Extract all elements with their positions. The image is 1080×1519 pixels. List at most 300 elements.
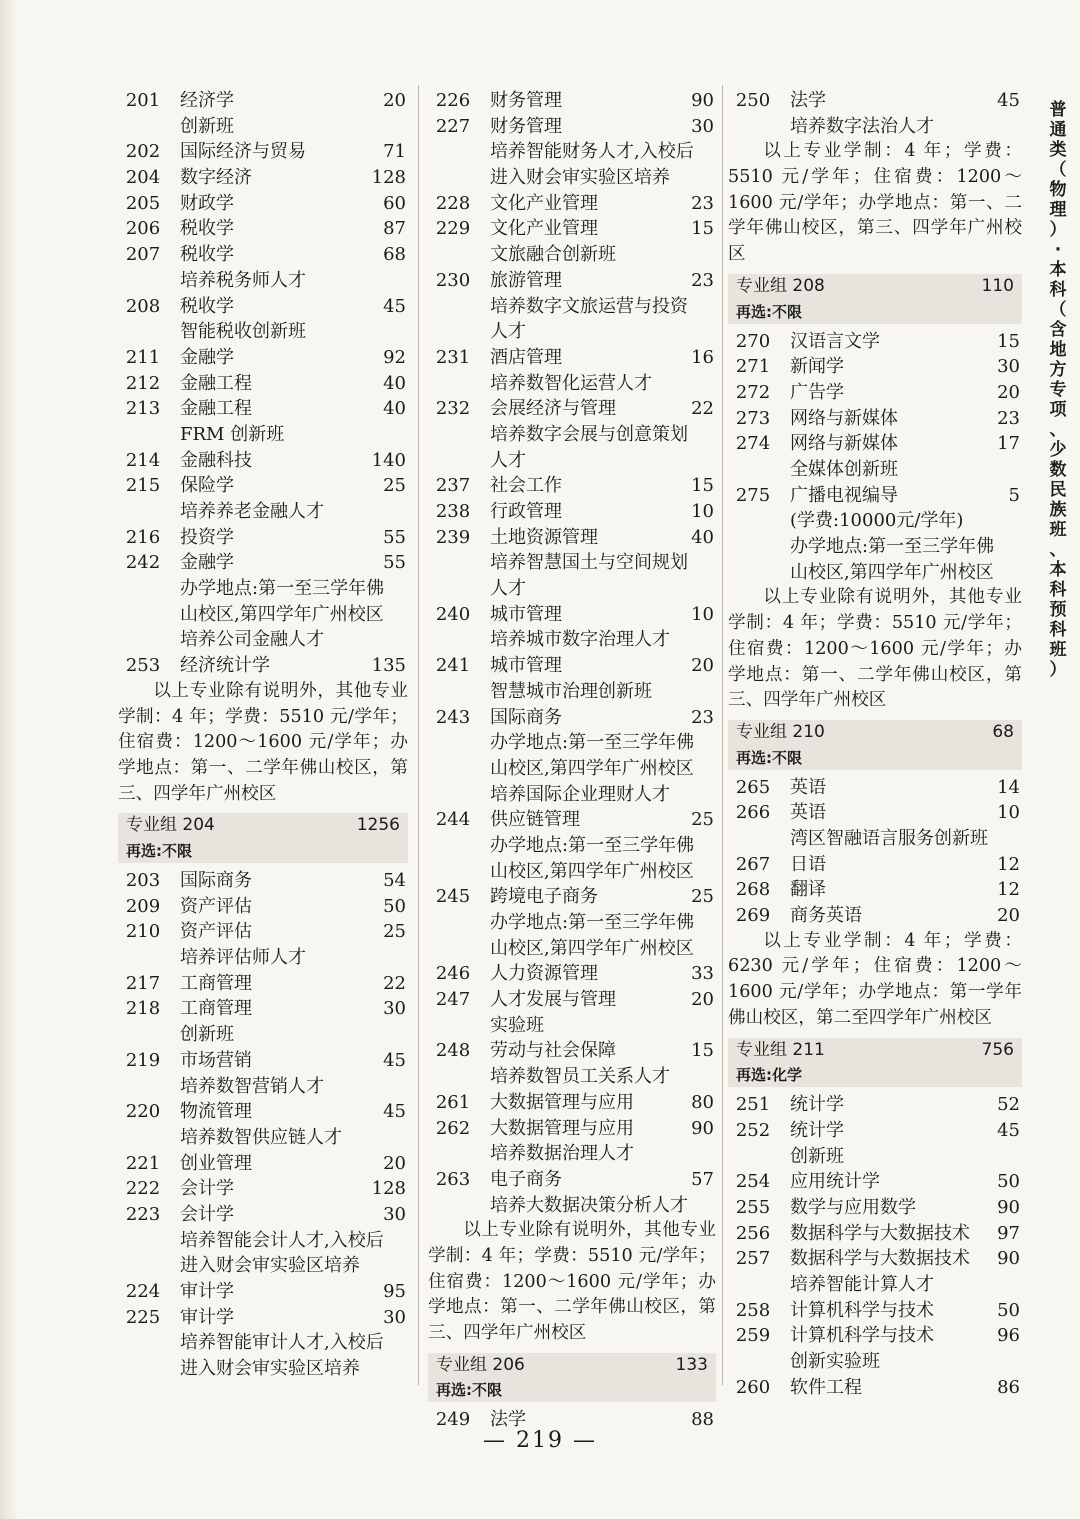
side-title-glyph: ·	[1054, 240, 1062, 260]
column-1	[118, 88, 408, 1382]
major-code: 250	[735, 90, 771, 111]
major-name: 税收学	[180, 295, 234, 317]
major-name: 财务管理	[490, 90, 562, 111]
major-quota: 15	[997, 330, 1020, 352]
major-name: 酒店管理	[490, 346, 562, 368]
group-title-line	[736, 720, 1014, 746]
major-row	[728, 852, 1022, 878]
major-row	[728, 88, 1022, 114]
major-note: 培养数智营销人才	[180, 1075, 324, 1097]
side-title-glyph: 、	[1049, 420, 1067, 440]
group-title-line	[736, 1038, 1014, 1064]
side-title-glyph: 预	[1049, 600, 1067, 620]
major-name: 文化产业管理	[490, 192, 598, 214]
side-title-glyph: 本	[1049, 560, 1067, 580]
major-code: 201	[125, 90, 161, 111]
major-name: 金融工程	[180, 398, 252, 420]
major-quota: 40	[691, 526, 714, 548]
major-quota: 25	[383, 475, 406, 497]
major-name: 数字经济	[180, 167, 252, 189]
major-name: 统计学	[790, 1094, 844, 1116]
major-quota: 50	[997, 1299, 1020, 1321]
major-code: 205	[125, 192, 161, 214]
major-code: 224	[125, 1281, 161, 1303]
major-quota: 30	[383, 998, 406, 1020]
side-title-glyph: 专	[1049, 380, 1067, 400]
side-title-glyph: 本	[1049, 260, 1067, 280]
major-note: FRM 创新班	[180, 423, 285, 445]
major-row	[118, 1151, 408, 1177]
major-code: 216	[125, 526, 161, 548]
major-quota: 15	[691, 1040, 714, 1062]
major-quota: 45	[997, 90, 1020, 111]
major-row	[428, 653, 716, 679]
major-row	[428, 191, 716, 217]
major-name: 法学	[790, 90, 826, 111]
major-quota: 71	[383, 141, 406, 163]
major-note: 培养税务师人才	[180, 269, 306, 291]
major-code: 202	[125, 141, 161, 163]
major-code: 208	[125, 295, 161, 317]
major-note: 培养数据治理人才	[490, 1143, 634, 1165]
major-row	[428, 525, 716, 551]
group-quota: 110	[981, 275, 1014, 296]
major-code: 227	[435, 115, 471, 137]
major-quota: 90	[997, 1197, 1020, 1219]
major-code: 270	[735, 330, 771, 352]
side-running-title	[1040, 100, 1076, 680]
major-note: 培养大数据决策分析人才	[490, 1194, 688, 1216]
group-quota: 1256	[356, 815, 400, 836]
major-row	[118, 1048, 408, 1074]
major-name: 计算机科学与技术	[790, 1299, 934, 1321]
side-title-glyph: 物	[1049, 180, 1067, 200]
major-row	[118, 1202, 408, 1228]
major-code: 217	[125, 972, 161, 994]
major-quota: 45	[383, 1049, 406, 1071]
major-name: 行政管理	[490, 501, 562, 522]
major-name: 网络与新媒体	[790, 407, 898, 429]
major-row	[428, 884, 716, 910]
major-note: 创新班	[180, 1024, 234, 1046]
major-row	[428, 961, 716, 987]
major-code: 215	[125, 475, 161, 497]
major-name: 工商管理	[180, 972, 252, 994]
side-title-glyph: 、	[1049, 540, 1067, 560]
side-title-glyph: 班	[1049, 640, 1067, 660]
major-name: 经济学	[180, 90, 234, 111]
major-quota: 15	[691, 475, 714, 497]
major-name: 劳动与社会保障	[490, 1040, 616, 1062]
major-quota: 40	[383, 372, 406, 394]
major-name: 法学	[490, 1409, 526, 1431]
major-code: 265	[735, 776, 771, 798]
major-name: 会计学	[180, 1178, 234, 1200]
major-row	[728, 431, 1022, 457]
major-quota: 92	[383, 346, 406, 368]
tuition-note: 以上专业学制：4 年；学费：6230 元/学年；住宿费：1200～1600 元/学年；办学地点：第一学年佛山校区，第二至四学年广州校区	[728, 930, 1022, 1028]
major-note: 培养智慧国土与空间规划	[490, 552, 688, 574]
major-quota: 33	[691, 963, 714, 985]
major-quota: 20	[691, 655, 714, 677]
major-name: 投资学	[180, 526, 234, 548]
major-code: 204	[125, 167, 161, 189]
major-note: 培养数字文旅运营与投资	[490, 295, 688, 317]
major-name: 数据科学与大数据技术	[790, 1248, 970, 1270]
group-quota: 68	[992, 721, 1014, 742]
major-row	[728, 1246, 1022, 1272]
major-row	[728, 483, 1022, 509]
major-note: 人才	[490, 321, 526, 343]
side-title-glyph: 通	[1049, 120, 1067, 140]
column-2	[428, 88, 716, 1433]
major-note: 创新实验班	[790, 1351, 880, 1373]
major-code: 229	[435, 218, 471, 240]
major-code: 245	[435, 886, 471, 908]
group-label: 专业组 211	[736, 1039, 825, 1060]
major-row	[118, 1279, 408, 1305]
major-name: 金融学	[180, 552, 234, 574]
side-title-glyph: 班	[1049, 520, 1067, 540]
major-quota: 45	[997, 1119, 1020, 1141]
major-name: 土地资源管理	[490, 526, 598, 548]
major-quota: 30	[691, 115, 714, 137]
major-quota: 20	[997, 381, 1020, 403]
major-code: 255	[735, 1197, 771, 1219]
major-group-header	[428, 1353, 716, 1403]
major-quota: 20	[383, 90, 406, 111]
major-quota: 30	[383, 1306, 406, 1328]
major-name: 国际经济与贸易	[180, 141, 306, 163]
major-note: 培养国际企业理财人才	[490, 783, 670, 805]
major-quota: 90	[691, 1117, 714, 1139]
major-quota: 12	[997, 879, 1020, 901]
major-code: 268	[735, 879, 771, 901]
major-code: 274	[735, 433, 771, 455]
major-note: 文旅融合创新班	[490, 244, 616, 266]
major-quota: 128	[371, 167, 406, 189]
major-quota: 50	[383, 895, 406, 917]
major-note: 培养城市数字治理人才	[490, 629, 670, 651]
major-code: 258	[735, 1299, 771, 1321]
major-quota: 30	[383, 1203, 406, 1225]
major-name: 文化产业管理	[490, 218, 598, 240]
major-name: 物流管理	[180, 1101, 252, 1123]
major-quota: 95	[383, 1281, 406, 1303]
major-row	[118, 216, 408, 242]
major-code: 241	[435, 655, 471, 677]
major-name: 软件工程	[790, 1376, 862, 1398]
major-code: 248	[435, 1040, 471, 1062]
major-name: 广告学	[790, 381, 844, 403]
major-code: 209	[125, 895, 161, 917]
major-name: 日语	[790, 853, 826, 875]
major-code: 263	[435, 1168, 471, 1190]
major-quota: 20	[691, 989, 714, 1011]
major-group-header	[728, 720, 1022, 770]
major-note: 智慧城市治理创新班	[490, 680, 652, 702]
group-label: 专业组 210	[736, 721, 825, 742]
tuition-note: 以上专业学制：4 年；学费：5510 元/学年；住宿费：1200～1600 元/学年；办学地点：第一、二学年佛山校区，第三、四学年广州校区	[728, 141, 1022, 265]
major-row	[428, 1038, 716, 1064]
major-quota: 68	[383, 244, 406, 266]
major-note: 培养智能审计人才,入校后	[180, 1332, 384, 1354]
group-quota: 756	[981, 1039, 1014, 1060]
major-row	[728, 903, 1022, 929]
major-note: 全媒体创新班	[790, 459, 898, 481]
major-name: 资产评估	[180, 895, 252, 917]
major-code: 256	[735, 1222, 771, 1244]
major-quota: 23	[691, 269, 714, 291]
major-row	[728, 1092, 1022, 1118]
group-title-line	[436, 1353, 708, 1379]
major-code: 244	[435, 809, 471, 831]
side-title-glyph: 普	[1049, 100, 1067, 120]
major-quota: 128	[371, 1178, 406, 1200]
major-quota: 23	[691, 192, 714, 214]
major-row	[428, 268, 716, 294]
major-code: 267	[735, 853, 771, 875]
major-note: 办学地点:第一至三学年佛	[490, 834, 695, 856]
major-note: 培养智能财务人才,入校后	[490, 141, 694, 163]
major-code: 210	[125, 921, 161, 943]
major-name: 应用统计学	[790, 1171, 880, 1193]
major-row	[118, 1176, 408, 1202]
major-quota: 96	[997, 1325, 1020, 1347]
side-title-glyph: 数	[1049, 460, 1067, 480]
major-name: 新闻学	[790, 356, 844, 378]
side-title-glyph: 理	[1049, 200, 1067, 220]
group-subject-requirement: 再选:不限	[736, 302, 802, 321]
major-code: 249	[435, 1409, 471, 1431]
major-code: 203	[125, 870, 161, 892]
major-code: 231	[435, 346, 471, 368]
major-code: 273	[735, 407, 771, 429]
major-quota: 20	[997, 905, 1020, 927]
major-name: 金融科技	[180, 449, 252, 471]
major-quota: 10	[691, 501, 714, 522]
major-row	[118, 919, 408, 945]
major-row	[118, 165, 408, 191]
major-code: 243	[435, 706, 471, 728]
side-title-glyph: 类	[1049, 140, 1067, 160]
major-quota: 135	[371, 655, 406, 677]
side-title-glyph: （	[1049, 160, 1067, 180]
side-title-glyph: 科	[1049, 620, 1067, 640]
major-name: 商务英语	[790, 905, 862, 927]
major-code: 214	[125, 449, 161, 471]
major-code: 253	[125, 655, 161, 677]
major-row	[428, 499, 716, 525]
major-name: 城市管理	[490, 603, 562, 625]
major-quota: 23	[691, 706, 714, 728]
major-group-header	[118, 813, 408, 863]
major-row	[118, 345, 408, 371]
side-title-glyph: 项	[1049, 400, 1067, 420]
major-quota: 12	[997, 853, 1020, 875]
major-name: 城市管理	[490, 655, 562, 677]
major-note: 山校区,第四学年广州校区	[490, 937, 694, 959]
major-name: 资产评估	[180, 921, 252, 943]
major-code: 259	[735, 1325, 771, 1347]
major-row	[118, 971, 408, 997]
major-code: 206	[125, 218, 161, 240]
group-title-line	[126, 813, 400, 839]
major-code: 219	[125, 1049, 161, 1071]
major-code: 232	[435, 398, 471, 420]
major-name: 保险学	[180, 475, 234, 497]
major-note: 培养评估师人才	[180, 947, 306, 969]
major-quota: 5	[1008, 484, 1020, 506]
major-note: 创新班	[790, 1145, 844, 1167]
major-code: 212	[125, 372, 161, 394]
major-quota: 50	[997, 1171, 1020, 1193]
major-quota: 97	[997, 1222, 1020, 1244]
major-note: 办学地点:第一至三学年佛	[180, 578, 385, 600]
major-note: 培养数智员工关系人才	[490, 1066, 670, 1088]
major-quota: 23	[997, 407, 1020, 429]
major-quota: 22	[383, 972, 406, 994]
major-row	[728, 406, 1022, 432]
major-row	[428, 1167, 716, 1193]
side-title-glyph: 科	[1049, 280, 1067, 300]
major-row	[118, 525, 408, 551]
major-quota: 140	[371, 449, 406, 471]
major-code: 223	[125, 1203, 161, 1225]
major-name: 英语	[790, 802, 826, 824]
major-note: 山校区,第四学年广州校区	[490, 860, 694, 882]
side-title-glyph: 科	[1049, 580, 1067, 600]
major-name: 旅游管理	[490, 269, 562, 291]
side-title-glyph: 地	[1049, 340, 1067, 360]
major-row	[118, 242, 408, 268]
group-subject-requirement: 再选:不限	[126, 842, 192, 861]
major-code: 272	[735, 381, 771, 403]
page-number: — 219 —	[483, 1428, 597, 1453]
major-code: 246	[435, 963, 471, 985]
major-note: 创新班	[180, 115, 234, 137]
major-code: 239	[435, 526, 471, 548]
major-code: 260	[735, 1376, 771, 1398]
group-label: 专业组 204	[126, 815, 215, 836]
major-name: 计算机科学与技术	[790, 1325, 934, 1347]
major-row	[428, 807, 716, 833]
group-subject-requirement: 再选:不限	[736, 748, 802, 767]
major-code: 275	[735, 484, 771, 506]
major-code: 211	[125, 346, 161, 368]
page-shadow	[0, 0, 18, 1519]
major-quota: 22	[691, 398, 714, 420]
major-code: 242	[125, 552, 161, 574]
major-row	[118, 448, 408, 474]
side-title-glyph: 民	[1049, 480, 1067, 500]
major-quota: 90	[691, 90, 714, 111]
major-row	[118, 1305, 408, 1331]
major-name: 国际商务	[490, 706, 562, 728]
major-name: 人才发展与管理	[490, 989, 616, 1011]
major-quota: 52	[997, 1094, 1020, 1116]
major-row	[118, 550, 408, 576]
major-name: 金融学	[180, 346, 234, 368]
major-quota: 45	[383, 295, 406, 317]
major-row	[728, 1298, 1022, 1324]
major-note: 培养养老金融人才	[180, 501, 324, 522]
major-note: 山校区,第四学年广州校区	[490, 757, 694, 779]
major-name: 财务管理	[490, 115, 562, 137]
group-title-line	[736, 274, 1014, 300]
major-code: 262	[435, 1117, 471, 1139]
major-code: 271	[735, 356, 771, 378]
major-name: 数学与应用数学	[790, 1197, 916, 1219]
major-quota: 55	[383, 552, 406, 574]
major-group-header	[728, 1038, 1022, 1088]
major-name: 汉语言文学	[790, 330, 880, 352]
major-code: 252	[735, 1119, 771, 1141]
major-quota: 10	[997, 802, 1020, 824]
major-row	[728, 329, 1022, 355]
major-name: 跨境电子商务	[490, 886, 598, 908]
major-code: 257	[735, 1248, 771, 1270]
major-row	[118, 653, 408, 679]
major-code: 230	[435, 269, 471, 291]
major-code: 269	[735, 905, 771, 927]
major-name: 财政学	[180, 192, 234, 214]
major-quota: 45	[383, 1101, 406, 1123]
major-note: 山校区,第四学年广州校区	[180, 603, 384, 625]
major-note: 湾区智融语言服务创新班	[790, 828, 988, 850]
major-row	[118, 473, 408, 499]
major-name: 税收学	[180, 218, 234, 240]
group-quota: 133	[675, 1354, 708, 1375]
group-label: 专业组 206	[436, 1354, 525, 1375]
major-name: 社会工作	[490, 475, 562, 497]
major-code: 221	[125, 1152, 161, 1174]
column-rule	[722, 85, 723, 1385]
major-name: 市场营销	[180, 1049, 252, 1071]
major-quota: 87	[383, 218, 406, 240]
major-note: 培养智能计算人才	[790, 1274, 934, 1296]
major-row	[118, 191, 408, 217]
major-code: 240	[435, 603, 471, 625]
major-code: 226	[435, 90, 471, 111]
major-quota: 55	[383, 526, 406, 548]
major-code: 254	[735, 1171, 771, 1193]
major-group-header	[728, 274, 1022, 324]
major-code: 222	[125, 1178, 161, 1200]
major-quota: 20	[383, 1152, 406, 1174]
major-name: 审计学	[180, 1281, 234, 1303]
major-row	[428, 88, 716, 114]
major-row	[428, 1090, 716, 1116]
major-quota: 25	[383, 921, 406, 943]
major-note: 智能税收创新班	[180, 321, 306, 343]
side-title-glyph: ）	[1049, 220, 1067, 240]
major-note: 实验班	[490, 1014, 544, 1036]
major-quota: 30	[997, 356, 1020, 378]
major-name: 创业管理	[180, 1152, 252, 1174]
major-code: 228	[435, 192, 471, 214]
major-name: 人力资源管理	[490, 963, 598, 985]
major-code: 266	[735, 802, 771, 824]
major-row	[728, 1169, 1022, 1195]
major-quota: 40	[383, 398, 406, 420]
major-row	[728, 877, 1022, 903]
major-note: 培养公司金融人才	[180, 629, 324, 651]
major-row	[428, 602, 716, 628]
major-code: 247	[435, 989, 471, 1011]
major-quota: 54	[383, 870, 406, 892]
major-quota: 57	[691, 1168, 714, 1190]
